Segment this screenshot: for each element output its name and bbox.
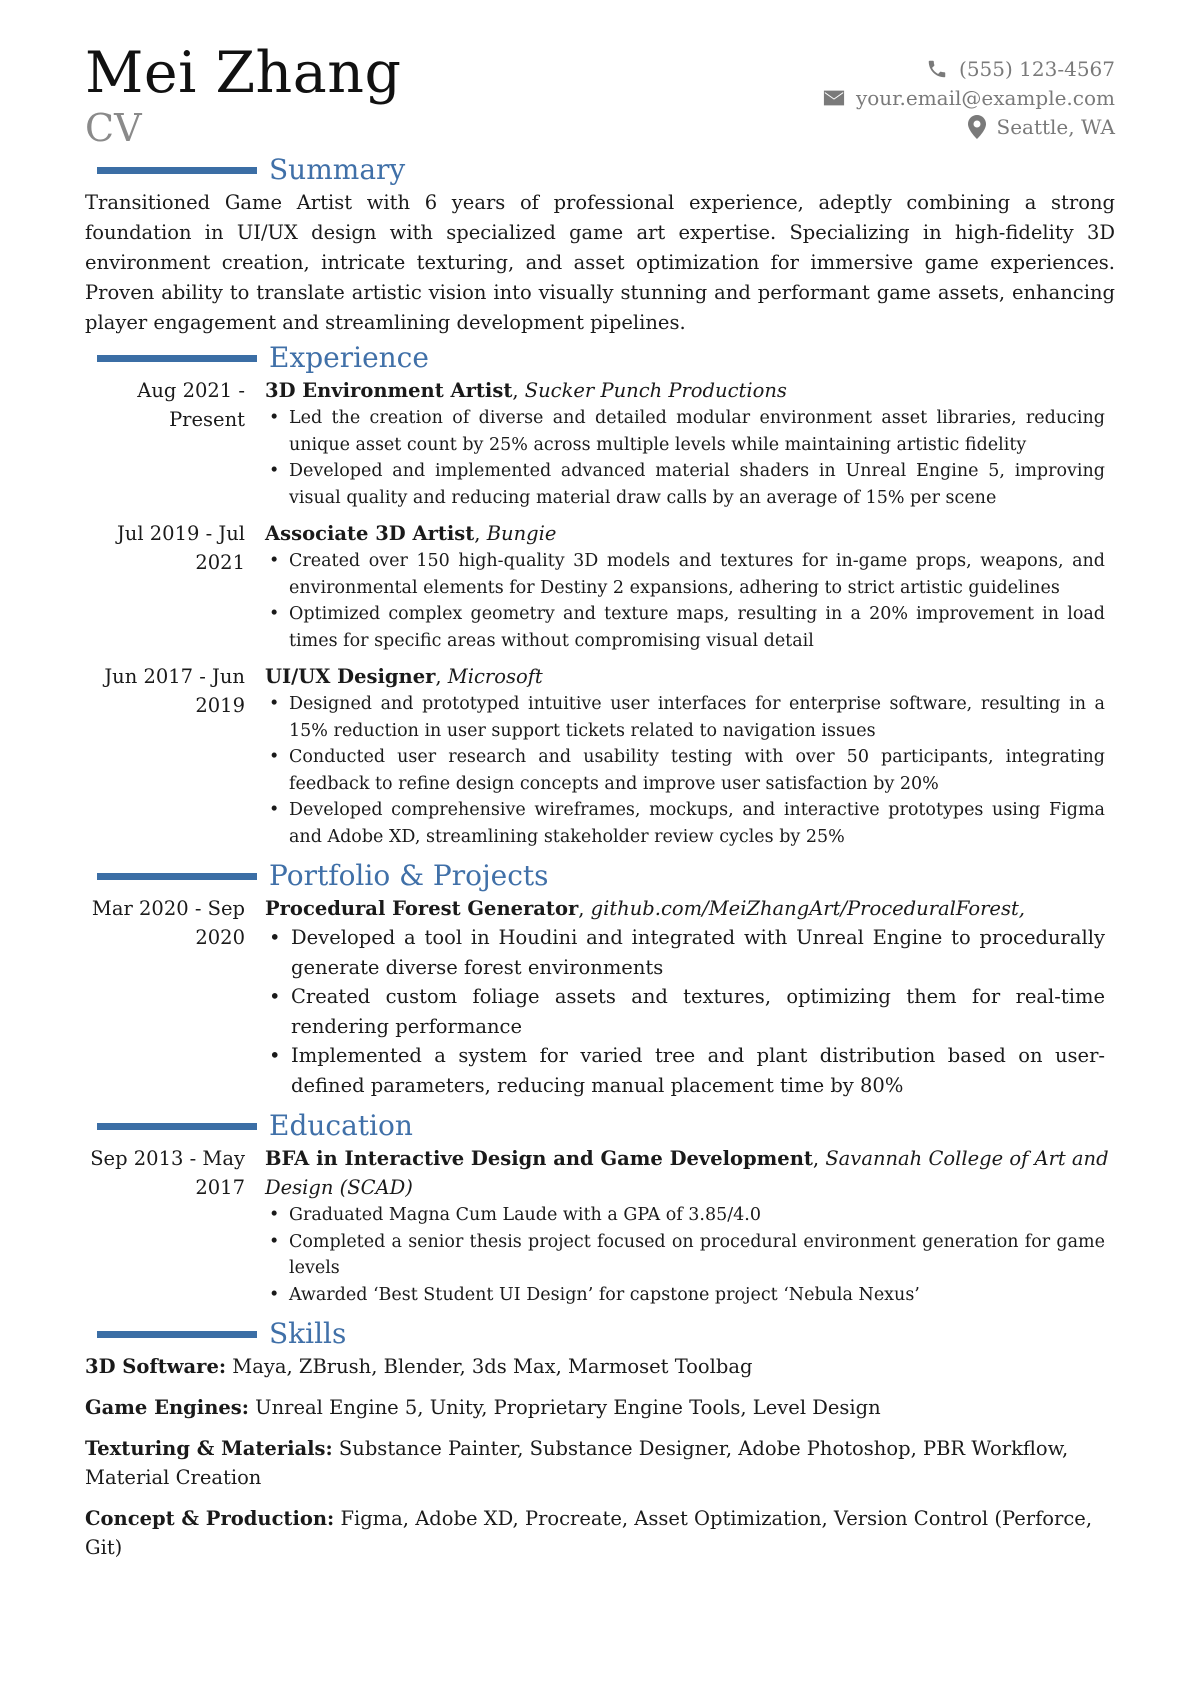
bullet-item: • Graduated Magna Cum Laude with a GPA of 3.85/4.0	[265, 1202, 1115, 1229]
entry-title: 3D Environment Artist	[265, 379, 513, 402]
skill-label: Game Engines:	[85, 1396, 249, 1419]
bullet-item: • Implemented a system for varied tree and plant distribution based on user-defined parameters, reducing manual placement time by 80%	[265, 1041, 1115, 1100]
section-accent-bar	[97, 1331, 257, 1338]
section-title-portfolio: Portfolio & Projects	[269, 859, 549, 892]
bullet-list	[265, 548, 1115, 654]
skill-row	[85, 1434, 1115, 1492]
entry-education	[85, 1144, 1115, 1308]
skill-label: Concept & Production:	[85, 1507, 335, 1530]
skill-label: 3D Software:	[85, 1355, 227, 1378]
entry-date: Jul 2019 - Jul 2021	[116, 522, 245, 574]
section-accent-bar	[97, 167, 257, 174]
section-title-experience: Experience	[269, 341, 429, 374]
skills-list	[85, 1352, 1115, 1562]
bullet-item: • Conducted user research and usability testing with over 50 participants, integrating feedback to refine design concepts and improve user satisfaction by 20%	[265, 744, 1115, 797]
phone-number: (555) 123-4567	[959, 56, 1115, 81]
entry-experience	[85, 519, 1115, 654]
section-accent-bar	[97, 1123, 257, 1130]
entry-date: Mar 2020 - Sep 2020	[91, 897, 245, 949]
entry-body	[265, 662, 1115, 850]
entry-experience	[85, 662, 1115, 850]
bullet-item: • Created custom foliage assets and textures, optimizing them for real-time rendering performance	[265, 982, 1115, 1041]
entry-title: Associate 3D Artist	[265, 522, 475, 545]
bullet-item: • Led the creation of diverse and detailed modular environment asset libraries, reducing unique asset count by 25% across multiple levels while maintaining artistic fidelity	[265, 405, 1115, 458]
entry-heading	[265, 894, 1115, 923]
bullet-list	[265, 923, 1115, 1100]
document-subtitle: CV	[85, 106, 142, 150]
envelope-icon	[823, 89, 845, 107]
entry-experience	[85, 376, 1115, 511]
section-accent-bar	[97, 873, 257, 880]
summary-paragraph: Transitioned Game Artist with 6 years of professional experience, adeptly combining a strong foundation in UI/UX design with specialized game art expertise. Specializing in high-fidelity 3D environment creation, intricate texturing, and asset optimization for immersive game experiences. Proven ability to translate artistic vision into visually stunning and performant game assets, enhancing player engagement and streamlining development pipelines.	[85, 191, 1115, 334]
bullet-item: • Created over 150 high-quality 3D models and textures for in-game props, weapons, and environmental elements for Destiny 2 expansions, adhering to strict artistic guidelines	[265, 548, 1115, 601]
section-header-education	[85, 1108, 1115, 1144]
map-marker-icon	[968, 115, 986, 139]
contact-email[interactable]	[823, 83, 1115, 112]
entry-heading	[265, 1144, 1115, 1202]
skill-value: Substance Painter, Substance Designer, Adobe Photoshop, PBR Workflow, Material Creation	[85, 1437, 1069, 1489]
contact-phone	[823, 54, 1115, 83]
entry-heading	[265, 376, 1115, 405]
entry-title: BFA in Interactive Design and Game Development	[265, 1147, 813, 1170]
skill-row	[85, 1504, 1115, 1562]
section-title-summary: Summary	[269, 153, 406, 186]
cv-header	[85, 40, 1115, 152]
entry-heading	[265, 662, 1115, 691]
education-list	[85, 1144, 1115, 1308]
section-header-skills	[85, 1316, 1115, 1352]
entry-body	[265, 1144, 1115, 1308]
section-header-experience	[85, 340, 1115, 376]
bullet-item: • Optimized complex geometry and texture maps, resulting in a 20% improvement in load times for specific areas without compromising visual detail	[265, 601, 1115, 654]
skill-row	[85, 1393, 1115, 1422]
bullet-item: • Awarded ‘Best Student UI Design’ for capstone project ‘Nebula Nexus’	[265, 1282, 1115, 1309]
entry-body	[265, 376, 1115, 511]
section-accent-bar	[97, 355, 257, 362]
portfolio-list	[85, 894, 1115, 1100]
skill-value: Figma, Adobe XD, Procreate, Asset Optimization, Version Control (Perforce, Git)	[85, 1507, 1093, 1559]
skill-value: Unreal Engine 5, Unity, Proprietary Engine Tools, Level Design	[255, 1396, 881, 1419]
entry-heading	[265, 519, 1115, 548]
entry-organization: Savannah College of Art and Design (SCAD)	[265, 1147, 1109, 1199]
section-title-education: Education	[269, 1109, 413, 1142]
bullet-list	[265, 405, 1115, 511]
entry-organization: Sucker Punch Productions	[524, 379, 787, 402]
email-address[interactable]: your.email@example.com	[855, 85, 1115, 110]
entry-organization[interactable]: github.com/MeiZhangArt/ProceduralForest,	[590, 897, 1026, 920]
bullet-list	[265, 691, 1115, 850]
skill-row	[85, 1352, 1115, 1381]
entry-title: UI/UX Designer	[265, 665, 436, 688]
bullet-item: • Developed a tool in Houdini and integrated with Unreal Engine to procedurally generate diverse forest environments	[265, 923, 1115, 982]
entry-date: Sep 2013 - May 2017	[90, 1147, 245, 1199]
bullet-item: • Developed and implemented advanced material shaders in Unreal Engine 5, improving visual quality and reducing material draw calls by an average of 15% per scene	[265, 458, 1115, 511]
section-header-portfolio	[85, 858, 1115, 894]
contact-location	[823, 112, 1115, 141]
entry-date: Jun 2017 - Jun 2019	[104, 665, 245, 717]
entry-date: Aug 2021 - Present	[137, 379, 245, 431]
person-name: Mei Zhang	[85, 40, 402, 106]
bullet-item: • Designed and prototyped intuitive user interfaces for enterprise software, resulting in a 15% reduction in user support tickets related to navigation issues	[265, 691, 1115, 744]
entry-portfolio	[85, 894, 1115, 1100]
entry-separator: ,	[578, 897, 591, 920]
section-header-summary	[85, 152, 1115, 188]
entry-title: Procedural Forest Generator	[265, 897, 579, 920]
bullet-item: • Developed comprehensive wireframes, mockups, and interactive prototypes using Figma and Adobe XD, streamlining stakeholder review cycles by 25%	[265, 797, 1115, 850]
entry-body	[265, 894, 1115, 1100]
entry-organization: Bungie	[486, 522, 557, 545]
contact-block	[823, 54, 1115, 141]
bullet-item: • Completed a senior thesis project focused on procedural environment generation for game levels	[265, 1229, 1115, 1282]
cv-page	[85, 40, 1115, 1574]
phone-icon	[926, 58, 948, 80]
entry-organization: Microsoft	[447, 665, 543, 688]
bullet-list	[265, 1202, 1115, 1308]
section-title-skills: Skills	[269, 1317, 347, 1350]
experience-list	[85, 376, 1115, 850]
entry-separator: ,	[435, 665, 448, 688]
skill-value: Maya, ZBrush, Blender, 3ds Max, Marmoset Toolbag	[232, 1355, 753, 1378]
skill-label: Texturing & Materials:	[85, 1437, 333, 1460]
entry-body	[265, 519, 1115, 654]
location-text: Seattle, WA	[996, 114, 1115, 139]
entry-separator: ,	[474, 522, 487, 545]
entry-separator: ,	[812, 1147, 826, 1170]
entry-separator: ,	[512, 379, 525, 402]
